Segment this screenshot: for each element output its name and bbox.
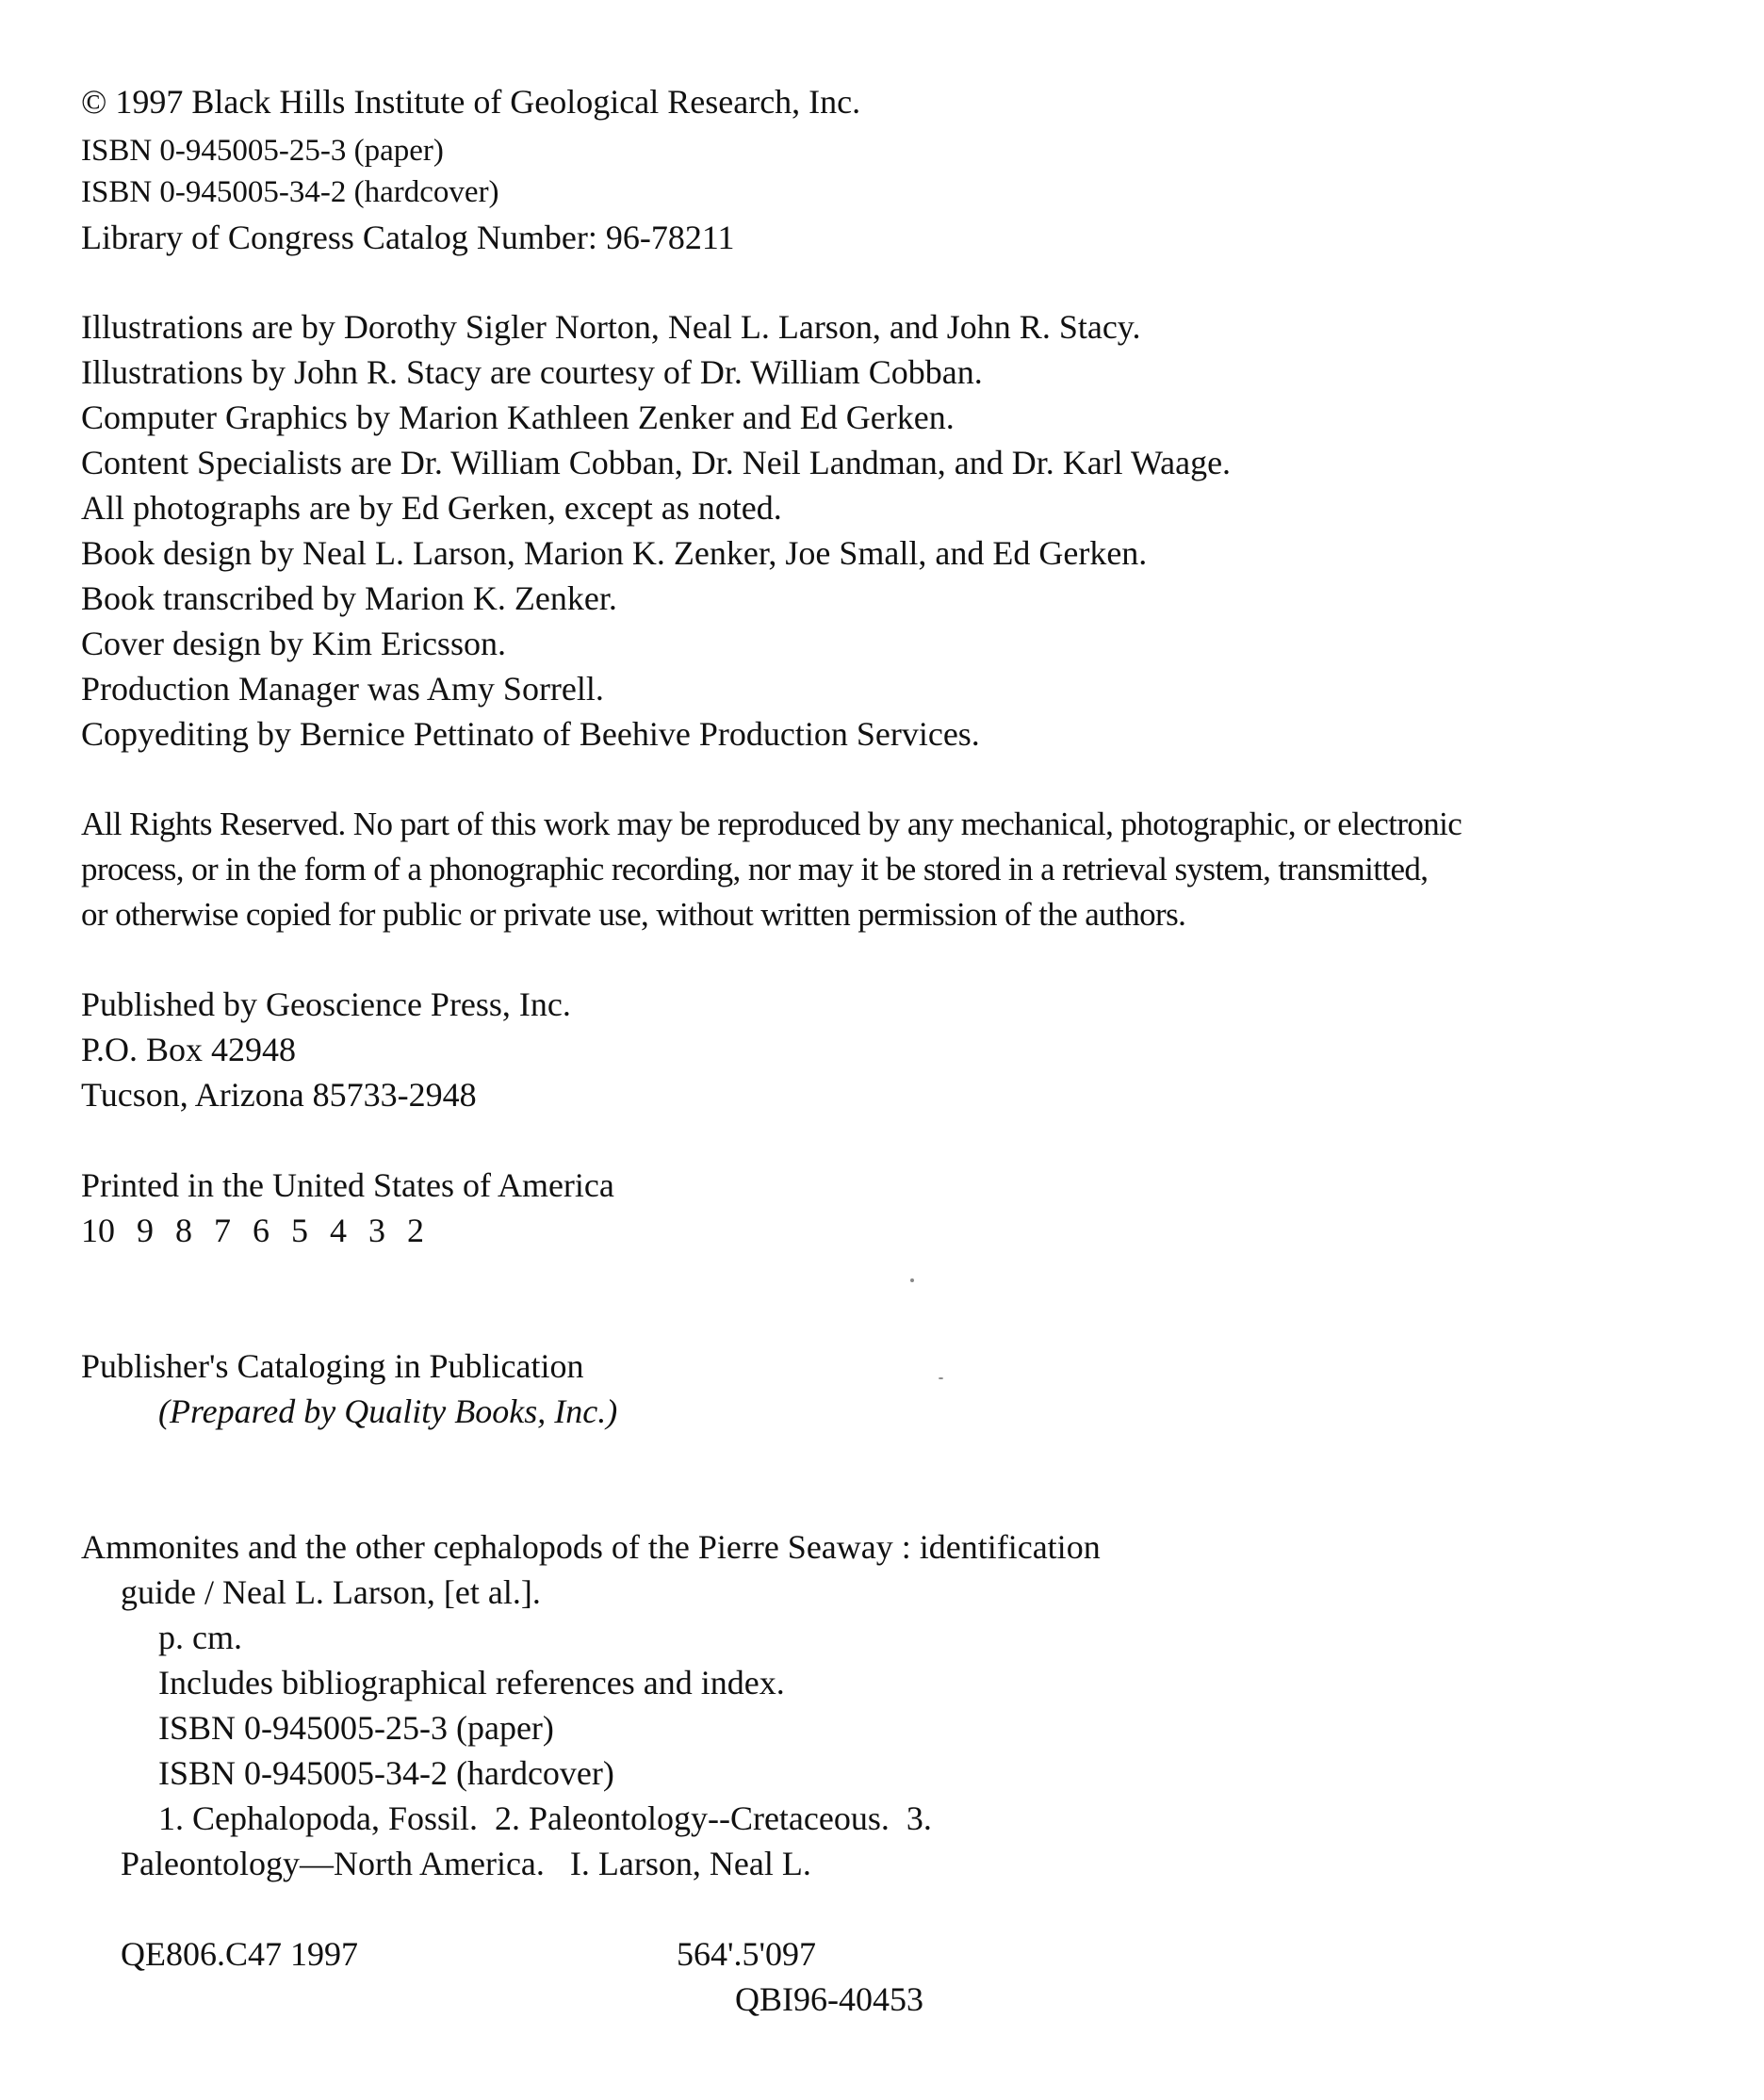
cip-title-line: Ammonites and the other cephalopods of the Pierre Seaway : identification xyxy=(81,1528,1101,1566)
publisher-name: Published by Geoscience Press, Inc. xyxy=(81,985,571,1023)
cip-isbn-paper: ISBN 0-945005-25-3 (paper) xyxy=(158,1709,554,1747)
credit-line: Copyediting by Bernice Pettinato of Beehive Production Services. xyxy=(81,715,980,753)
publisher-city: Tucson, Arizona 85733-2948 xyxy=(81,1076,477,1114)
isbn-hardcover: ISBN 0-945005-34-2 (hardcover) xyxy=(81,175,499,209)
cip-qbi-number: QBI96-40453 xyxy=(735,1980,923,2018)
rights-line: process, or in the form of a phonographic recording, nor may it be stored in a retrieval system, transmitted, xyxy=(81,851,1429,887)
credit-line: Book transcribed by Marion K. Zenker. xyxy=(81,579,617,617)
cip-dewey-number: 564'.5'097 xyxy=(677,1935,816,1973)
credit-line: Production Manager was Amy Sorrell. xyxy=(81,670,604,708)
print-speck xyxy=(910,1278,914,1282)
cip-includes: Includes bibliographical references and index. xyxy=(158,1664,785,1701)
credit-line: Illustrations are by Dorothy Sigler Norton, Neal L. Larson, and John R. Stacy. xyxy=(81,308,1141,346)
printing-sequence: 10 9 8 7 6 5 4 3 2 xyxy=(81,1212,424,1249)
loc-catalog-number: Library of Congress Catalog Number: 96-78211 xyxy=(81,219,735,256)
credit-line: Book design by Neal L. Larson, Marion K. Zenker, Joe Small, and Ed Gerken. xyxy=(81,534,1148,572)
print-speck xyxy=(939,1377,943,1379)
cip-heading: Publisher's Cataloging in Publication xyxy=(81,1347,584,1385)
printed-in: Printed in the United States of America xyxy=(81,1166,614,1204)
credit-line: Content Specialists are Dr. William Cobban, Dr. Neil Landman, and Dr. Karl Waage. xyxy=(81,444,1232,481)
cip-subjects-line: Paleontology—North America. I. Larson, Neal L. xyxy=(121,1845,811,1882)
credit-line: Computer Graphics by Marion Kathleen Zenker and Ed Gerken. xyxy=(81,399,955,436)
cip-prepared-by: (Prepared by Quality Books, Inc.) xyxy=(158,1392,618,1430)
copyright-line: © 1997 Black Hills Institute of Geological Research, Inc. xyxy=(81,83,861,121)
cip-title-line: guide / Neal L. Larson, [et al.]. xyxy=(121,1573,541,1611)
cip-lc-call-number: QE806.C47 1997 xyxy=(121,1935,358,1973)
cip-pages: p. cm. xyxy=(158,1619,242,1656)
isbn-paper: ISBN 0-945005-25-3 (paper) xyxy=(81,134,444,168)
cip-subjects-line: 1. Cephalopoda, Fossil. 2. Paleontology--Cretaceous. 3. xyxy=(158,1799,932,1837)
publisher-box: P.O. Box 42948 xyxy=(81,1031,297,1068)
credit-line: Cover design by Kim Ericsson. xyxy=(81,625,506,662)
cip-isbn-hardcover: ISBN 0-945005-34-2 (hardcover) xyxy=(158,1754,614,1792)
rights-line: or otherwise copied for public or private use, without written permission of the authors. xyxy=(81,896,1186,933)
credit-line: All photographs are by Ed Gerken, except as noted. xyxy=(81,489,782,527)
credit-line: Illustrations by John R. Stacy are courtesy of Dr. William Cobban. xyxy=(81,353,983,391)
rights-line: All Rights Reserved. No part of this work may be reproduced by any mechanical, photographic, or electronic xyxy=(81,806,1462,842)
